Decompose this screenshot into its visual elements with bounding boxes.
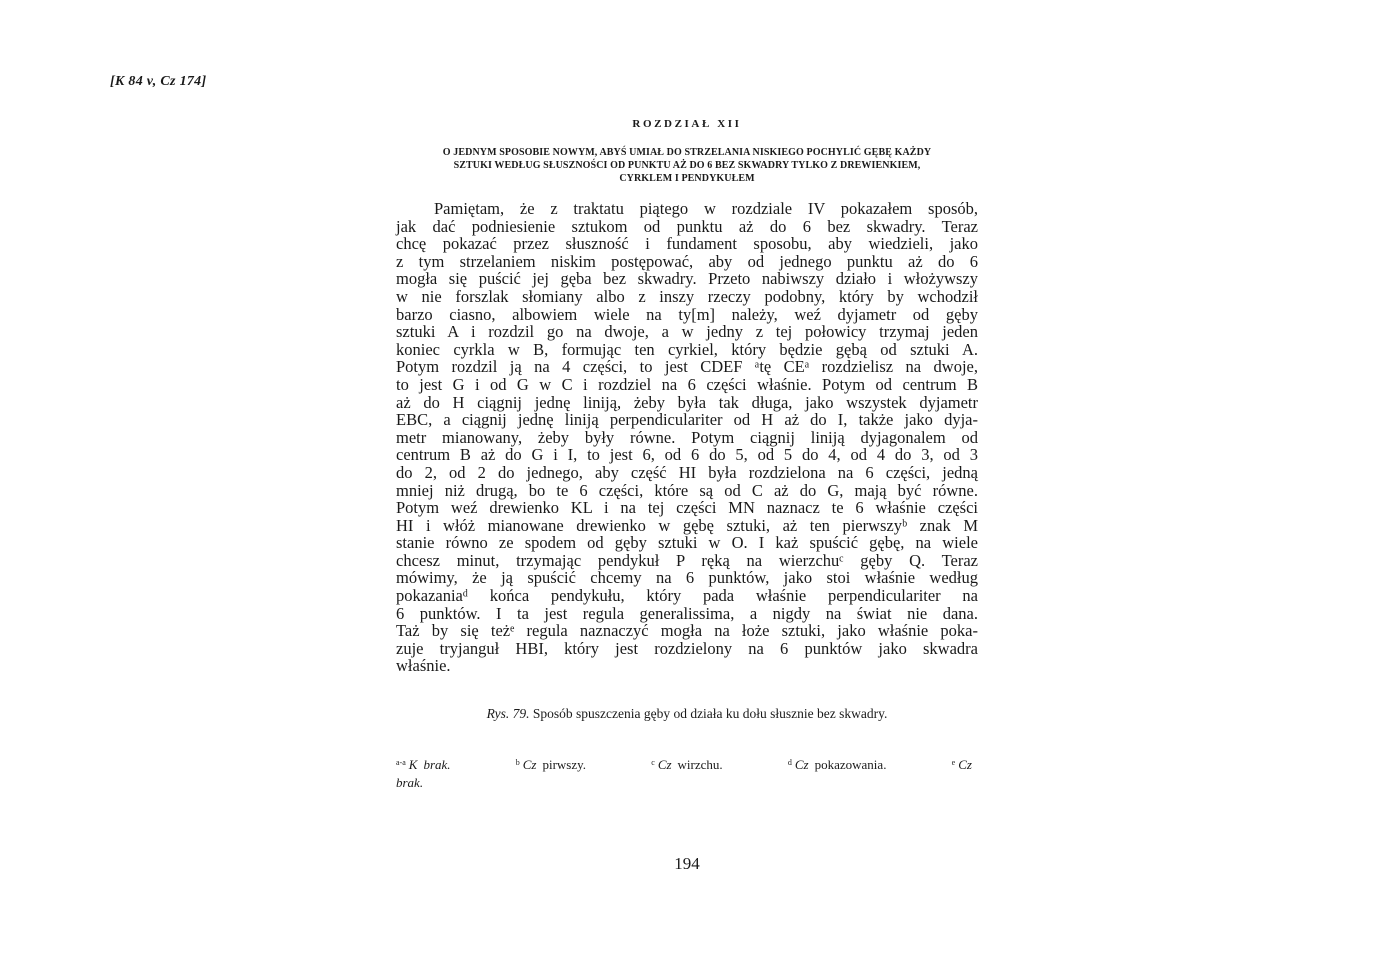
body-line: mówimy, że ją spuścić chcemy na 6 punktów, jako stoi właśnie według xyxy=(396,568,978,588)
footnote-text: pirwszy. xyxy=(542,757,587,772)
body-line: sztuki A i rozdzil go na dwoje, a w jedny z tej połowicy trzymaj jeden xyxy=(396,322,978,342)
margin-reference: [K 84 v, Cz 174] xyxy=(110,74,207,89)
body-line: stanie równo ze spodem od gęby sztuki w O. I każ spuścić gębę, na wiele xyxy=(396,533,978,553)
footnote xyxy=(952,754,978,774)
body-line: do 2, od 2 do jednego, aby część HI była rozdzielona na 6 części, jedną xyxy=(396,462,978,482)
body-line: metr mianowany, żeby były równe. Potym ciągnij liniją dyjagonalem od xyxy=(396,427,978,447)
body-line: chcesz minut, trzymając pendykuł P ręką na wierzchuᶜ gęby Q. Teraz xyxy=(396,550,978,570)
footnote-mark: d xyxy=(787,758,792,767)
body-line: barzo ciasno, albowiem wiele na ty[m] należy, weź dyjametr od gęby xyxy=(396,304,978,324)
body-line: z tym strzelaniem niskim postępować, aby od jednego punktu aż do 6 xyxy=(396,251,978,271)
footnote-continuation: brak. xyxy=(396,775,424,790)
chapter-subtitle xyxy=(396,146,978,185)
footnote-source: Cz xyxy=(522,757,537,772)
footnote xyxy=(651,754,722,774)
chapter-title: ROZDZIAŁ XII xyxy=(632,118,742,130)
figure-caption xyxy=(396,706,978,722)
body-line: zuje tryjanguł HBI, który jest rozdzielony na 6 punktów jako skwadra xyxy=(396,638,978,658)
footnote-source: Cz xyxy=(958,757,972,772)
footnote xyxy=(516,754,586,774)
footnote-text: pokazowania. xyxy=(814,757,887,772)
subtitle-line: CYRKLEM I PENDYKUŁEM xyxy=(619,173,755,184)
body-line: mniej niż drugą, bo te 6 części, które są od C aż do G, mają być równe. xyxy=(396,480,978,500)
body-line: 6 punktów. I ta jest regula generalissima, a nigdy na świat nie dana. xyxy=(396,603,978,623)
body-line: EBC, a ciągnij jednę liniją perpendiculariter od H aż do I, także jako dyja- xyxy=(396,410,978,430)
caption-text: Sposób spuszczenia gęby od działa ku dołu słusznie bez skwadry. xyxy=(532,706,888,721)
body-line: Potym rozdzil ją na 4 części, to jest CDEF ᵃtę CEᵃ rozdzielisz na dwoje, xyxy=(396,357,978,377)
page-number: 194 xyxy=(674,854,700,873)
footnotes xyxy=(396,754,978,792)
footnote-mark: b xyxy=(515,758,520,767)
body-line: HI i włóż mianowane drewienko w gębę sztuki, aż ten pierwszyᵇ znak M xyxy=(396,515,978,535)
subtitle-line: SZTUKI WEDŁUG SŁUSZNOŚCI OD PUNKTU AŻ DO 6 BEZ SKWADRY TYLKO Z DREWIENKIEM, xyxy=(453,160,921,171)
body-line: koniec cyrkla w B, formując ten cyrkiel, który będzie gębą od sztuki A. xyxy=(396,339,978,359)
footnote-mark: c xyxy=(651,758,655,767)
footnote-text: brak. xyxy=(423,757,451,772)
footnote-source: Cz xyxy=(794,757,809,772)
body-line: właśnie. xyxy=(396,656,451,676)
figure-label: Rys. 79. xyxy=(486,706,530,721)
subtitle-line: O JEDNYM SPOSOBIE NOWYM, ABYŚ UMIAŁ DO STRZELANIA NISKIEGO POCHYLIĆ GĘBĘ KAŻDY xyxy=(442,147,932,158)
footnote xyxy=(396,754,451,774)
footnote-mark: e xyxy=(951,758,956,767)
body-line: jak dać podniesienie sztukom od punktu aż do 6 bez skwadry. Teraz xyxy=(396,216,978,236)
footnote-text: wirzchu. xyxy=(677,757,723,772)
body-line: mogła się puścić jej gęba bez skwadry. Przeto nabiwszy działo i włożywszy xyxy=(396,269,978,289)
footnote-source: K xyxy=(408,757,418,772)
body-line: aż do H ciągnij jednę liniją, żeby była tak długa, jako wszystek dyjametr xyxy=(396,392,978,412)
footnote-mark: a-a xyxy=(396,758,406,767)
body-text xyxy=(396,200,978,675)
footnote-source: Cz xyxy=(657,757,672,772)
body-line: Pamiętam, że z traktatu piątego w rozdziale IV pokazałem sposób, xyxy=(434,199,978,218)
body-line: centrum B aż do G i I, to jest 6, od 6 do 5, od 5 do 4, od 4 do 3, od 3 xyxy=(396,445,978,465)
footnote xyxy=(788,754,887,774)
body-line: Potym weź drewienko KL i na tej części MN naznacz te 6 właśnie części xyxy=(396,498,978,518)
body-line: chcę pokazać przez słuszność i fundament sposobu, aby wiedzieli, jako xyxy=(396,234,978,254)
body-line: to jest G i od G w C i rozdziel na 6 części właśnie. Potym od centrum B xyxy=(396,374,978,394)
body-line: w nie forszlak słomiany albo z inszy rzeczy podobny, który by wchodził xyxy=(396,286,978,306)
body-line: pokazaniaᵈ końca pendykułu, który pada właśnie perpendiculariter na xyxy=(396,586,978,606)
body-line: Taż by się teżᵉ regula naznaczyć mogła na łoże sztuki, jako właśnie poka- xyxy=(396,621,978,641)
footnote-row xyxy=(396,754,978,774)
